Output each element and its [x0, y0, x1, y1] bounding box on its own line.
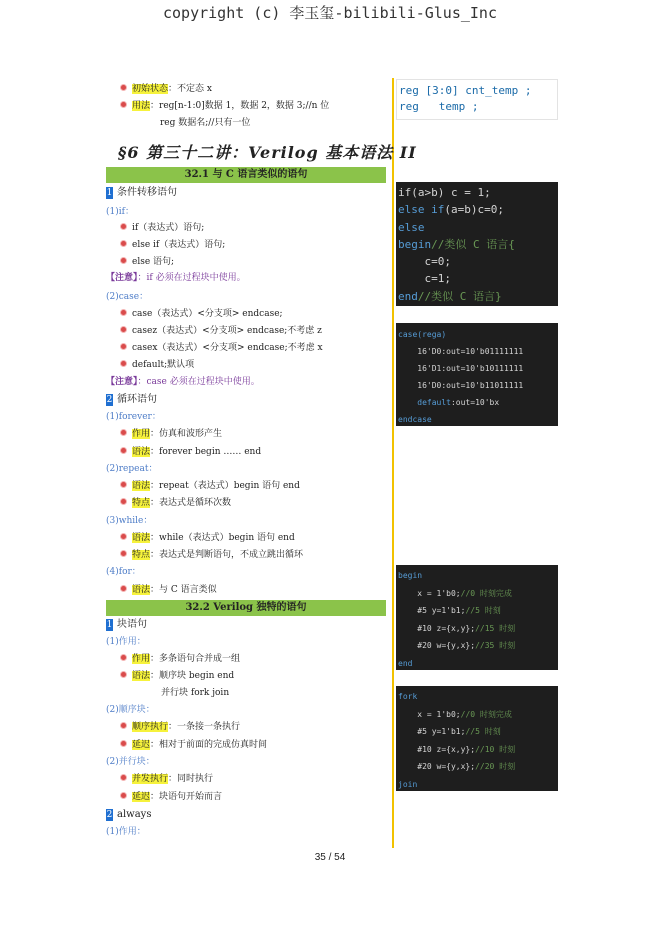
note-if [106, 272, 246, 284]
code-line: case(rega) [398, 330, 447, 339]
par-block-label: (2)并行块： [106, 757, 155, 767]
bullet-icon [120, 257, 127, 264]
syntax-text: ：while（表达式）begin 语句 end [150, 533, 295, 543]
else-line [120, 256, 174, 268]
bullet-icon [120, 585, 127, 592]
code-token: begin [398, 237, 432, 251]
syntax-label: 语法 [132, 481, 151, 491]
else-line-text: else 语句; [132, 257, 175, 267]
code-line: join [398, 779, 418, 789]
section-number-badge: 2 [106, 810, 113, 820]
usage-line [120, 100, 329, 112]
code-token: #10 z={x,y}; [398, 744, 476, 754]
subsection-title: 块语句 [117, 619, 147, 630]
note-case [106, 376, 260, 388]
for-syntax-line [120, 584, 217, 596]
usage-label: 用法 [132, 101, 151, 111]
subsection-title: always [117, 809, 152, 820]
code-line: c=1; [398, 272, 451, 286]
code-token: (a=b)c=0; [444, 203, 504, 217]
code-line [398, 394, 558, 411]
for-label: (4)for： [106, 567, 141, 577]
feature-text: ：表达式是循环次数 [150, 498, 232, 508]
while-label: (3)while： [106, 516, 153, 526]
section-number-badge: 1 [106, 620, 113, 630]
repeat-syntax-line [120, 480, 300, 492]
casez-line-text: casez（表达式）<分支项> endcase;不考虑 z [132, 326, 322, 336]
copyright-header: copyright (c) 李玉玺-bilibili-Glus_Inc [163, 4, 497, 22]
code-line [398, 288, 558, 305]
if-line-text: if（表达式）语句; [132, 223, 205, 233]
casex-line [120, 342, 323, 354]
else-if-line [120, 239, 225, 251]
reg-code-block [396, 79, 558, 120]
code-comment: //类似 C 语言{ [431, 237, 515, 251]
code-line: 16'D0:out=10'b01111111 [398, 347, 524, 356]
code-line: c=0; [398, 255, 451, 269]
par-exec-text: ：同时执行 [168, 774, 214, 784]
delay-label: 延迟 [132, 792, 151, 802]
par-exec-label: 并发执行 [132, 774, 169, 784]
code-comment: //5 时刻 [465, 727, 501, 736]
code-line: endcase [398, 415, 432, 424]
syntax-label: 语法 [132, 447, 151, 457]
feature-text: ：表达式是判断语句，不成立跳出循环 [150, 550, 304, 560]
code-line [398, 758, 558, 776]
code-comment: //0 时刻完成 [460, 588, 512, 598]
bullet-icon [120, 309, 127, 316]
code-token: if [431, 203, 445, 217]
forever-syntax-line [120, 446, 261, 458]
code-token: #20 w={y,x}; [398, 641, 476, 650]
subsection-title: 条件转移语句 [117, 187, 177, 198]
effect-text: ：多条语句合并成一组 [150, 654, 241, 664]
parallel-block-line: 并行块 fork join [161, 688, 230, 698]
init-state-label: 初始状态 [132, 84, 169, 94]
code-token: #5 y=1'b1; [398, 606, 466, 615]
syntax-label: 语法 [132, 585, 151, 595]
section-heading-32-1: 32.1 与 C 语言类似的语句 [106, 167, 386, 183]
seq-exec-text: ：一条接一条执行 [168, 722, 241, 732]
while-feature-line [120, 549, 303, 561]
bullet-icon [120, 671, 127, 678]
code-line: if(a>b) c = 1; [398, 186, 491, 199]
bullet-icon [120, 740, 127, 747]
section-number-badge: 2 [106, 395, 113, 405]
syntax-label: 语法 [132, 533, 151, 543]
while-syntax-line [120, 532, 295, 544]
bullet-icon [120, 722, 127, 729]
code-token: end [398, 289, 418, 303]
if-label: (1)if： [106, 207, 134, 217]
syntax-label: 语法 [132, 671, 151, 681]
code-comment: //20 时刻 [475, 762, 516, 771]
bullet-icon [120, 240, 127, 247]
syntax-text: ：顺序块 begin end [150, 671, 235, 681]
init-state-line [120, 83, 212, 95]
code-comment: //35 时刻 [475, 641, 516, 650]
code-line: 16'D1:out=10'b10111111 [398, 364, 524, 373]
feature-label: 特点 [132, 498, 151, 508]
code-token: #5 y=1'b1; [398, 727, 466, 736]
margin-divider [392, 78, 394, 848]
subsection-loop [106, 393, 157, 406]
effect-label: 作用 [132, 429, 151, 439]
bullet-icon [120, 360, 127, 367]
code-line [398, 723, 558, 741]
seq-exec-line [120, 721, 240, 733]
par-exec-line [120, 773, 213, 785]
usage-line-2: reg 数据名;//只有一位 [160, 118, 251, 128]
bullet-icon [120, 326, 127, 333]
code-line [398, 201, 558, 218]
block-syntax-line [120, 670, 234, 682]
subsection-conditional [106, 186, 177, 199]
code-line [398, 741, 558, 759]
delay-text: ：块语句开始而言 [150, 792, 223, 802]
bullet-icon [120, 101, 127, 108]
effect-label: 作用 [132, 654, 151, 664]
bullet-icon [120, 498, 127, 505]
forever-label: (1)forever： [106, 412, 161, 422]
if-code-block [396, 182, 558, 306]
code-token: default [398, 398, 451, 407]
delay-text: ：相对于前面的完成仿真时间 [150, 740, 268, 750]
bullet-icon [120, 654, 127, 661]
code-token: #20 w={y,x}; [398, 762, 476, 771]
subsection-always [106, 808, 151, 821]
delay-label: 延迟 [132, 740, 151, 750]
casez-line [120, 325, 322, 337]
code-line: fork [398, 692, 418, 701]
syntax-text: ：与 C 语言类似 [150, 585, 217, 595]
code-line: end [398, 658, 413, 668]
code-line [398, 620, 558, 638]
code-comment: //0 时刻完成 [460, 709, 512, 719]
code-line: reg [3:0] cnt_temp ; [399, 84, 532, 97]
begin-code-block [396, 565, 558, 670]
bullet-icon [120, 774, 127, 781]
if-line [120, 222, 204, 234]
forever-effect-line [120, 428, 222, 440]
code-comment: //10 时刻 [475, 744, 516, 754]
block-effect-label: (1)作用： [106, 637, 146, 647]
bullet-icon [120, 429, 127, 436]
code-line [398, 637, 558, 655]
default-line [120, 359, 194, 371]
bullet-icon [120, 84, 127, 91]
code-line [398, 585, 558, 603]
seq-delay-line [120, 739, 267, 751]
case-code-block [396, 323, 558, 426]
code-token: x = 1'b0; [398, 709, 461, 719]
syntax-text: ：forever begin …… end [150, 447, 262, 457]
note-text: ：if 必须在过程块中使用。 [137, 273, 246, 283]
seq-block-label: (2)顺序块： [106, 705, 155, 715]
lecture-title: §6 第三十二讲：Verilog 基本语法 II [118, 143, 417, 162]
casex-line-text: casex（表达式）<分支项> endcase;不考虑 x [132, 343, 323, 353]
default-line-text: default;默认项 [132, 360, 195, 370]
code-comment: //类似 C 语言} [417, 289, 502, 303]
bullet-icon [120, 792, 127, 799]
repeat-label: (2)repeat： [106, 464, 158, 474]
code-token: :out=10'bx [450, 398, 500, 407]
par-delay-line [120, 791, 222, 803]
code-token: else [398, 203, 432, 217]
code-token: x = 1'b0; [398, 588, 461, 598]
usage-text: ：reg[n-1:0]数据 1，数据 2，数据 3;//n 位 [150, 101, 330, 111]
code-line: 16'D0:out=10'b11011111 [398, 381, 524, 390]
bullet-icon [120, 481, 127, 488]
else-if-line-text: else if（表达式）语句; [132, 240, 226, 250]
bullet-icon [120, 223, 127, 230]
always-effect-label: (1)作用： [106, 827, 146, 837]
subsection-block [106, 618, 147, 631]
fork-code-block [396, 686, 558, 791]
init-state-text: ：不定态 x [168, 84, 212, 94]
bullet-icon [120, 550, 127, 557]
note-text: ：case 必须在过程块中使用。 [137, 377, 260, 387]
code-line [398, 706, 558, 724]
bullet-icon [120, 533, 127, 540]
block-effect-line [120, 653, 240, 665]
case-label: (2)case： [106, 292, 149, 302]
seq-exec-label: 顺序执行 [132, 722, 169, 732]
code-token: #10 z={x,y}; [398, 623, 476, 633]
section-number-badge: 1 [106, 188, 113, 198]
note-label: 【注意】 [106, 377, 138, 387]
section-heading-32-2: 32.2 Verilog 独特的语句 [106, 600, 386, 616]
code-line [398, 236, 558, 253]
page-number: 35 / 54 [314, 852, 346, 863]
note-label: 【注意】 [106, 273, 138, 283]
code-comment: //15 时刻 [475, 623, 516, 633]
case-line-text: case（表达式）<分支项> endcase; [132, 309, 283, 319]
case-line [120, 308, 283, 320]
code-line: reg temp ; [399, 100, 479, 113]
code-line: else [398, 220, 425, 234]
bullet-icon [120, 447, 127, 454]
feature-label: 特点 [132, 550, 151, 560]
code-line: begin [398, 571, 423, 580]
code-line [398, 602, 558, 620]
syntax-text: ：repeat（表达式）begin 语句 end [150, 481, 300, 491]
bullet-icon [120, 343, 127, 350]
code-comment: //5 时刻 [465, 606, 501, 615]
effect-text: ：仿真和波形产生 [150, 429, 223, 439]
subsection-title: 循环语句 [117, 394, 157, 405]
repeat-feature-line [120, 497, 231, 509]
